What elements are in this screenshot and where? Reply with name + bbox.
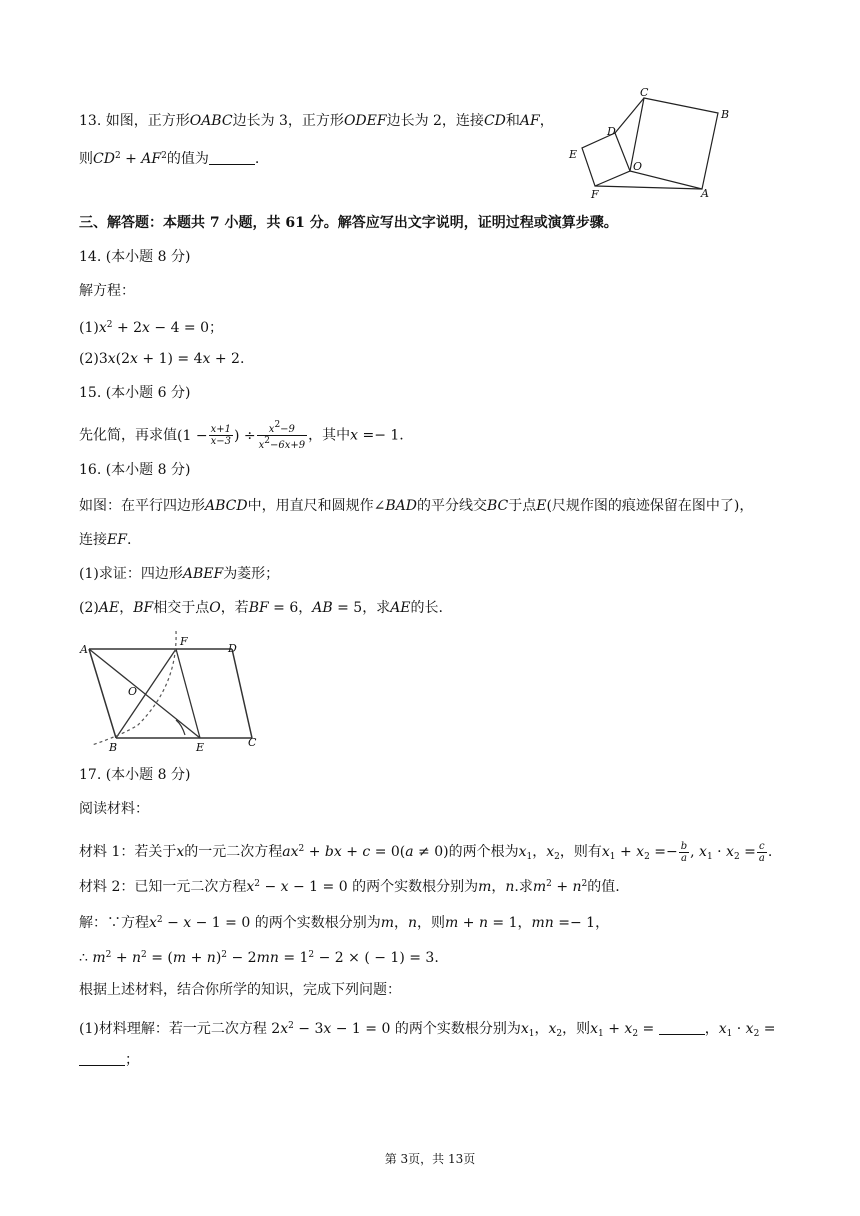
text: (尺规作图的痕迹保留在图中了)，: [546, 498, 754, 514]
q17-header: 17. (本小题 8 分): [79, 767, 191, 783]
math-odef: ODEF: [343, 113, 387, 129]
q17-instruction: 根据上述材料，结合你所学的知识，完成下列问题：: [79, 982, 401, 998]
q17-material2: [79, 874, 620, 897]
text: 的值.: [587, 879, 620, 895]
math-bf: BF: [133, 600, 154, 616]
text: (1): [79, 320, 99, 336]
math-roots: $x_1$，$x_2$: [520, 1021, 563, 1039]
label-c: C: [248, 736, 257, 749]
math-expr: x =− 1: [350, 427, 400, 444]
math-expr: 3x(2x + 1) = 4x + 2: [98, 351, 240, 367]
math-x: x: [176, 844, 185, 860]
text: 相交于点: [153, 600, 210, 616]
math-oabc: OABC: [189, 113, 233, 129]
text: (1)求证：四边形: [79, 566, 183, 582]
text: ，则: [417, 915, 446, 931]
page-footer: 第 3页，共 13页: [384, 1152, 476, 1166]
text: 边长为 3，正方形: [232, 113, 344, 129]
fraction: $\frac{b}{a}$: [680, 840, 688, 864]
label-f: F: [180, 635, 188, 648]
text: 的两个实数根分别为: [347, 879, 479, 895]
math-expr: $m^2 + n^2$: [532, 879, 588, 895]
label-a: A: [701, 187, 709, 200]
label-d: D: [228, 642, 237, 655]
q14-part1: [79, 315, 223, 338]
q15-header: 15. (本小题 6 分): [79, 385, 191, 401]
math-ef: EF: [107, 532, 127, 548]
text: ，: [394, 915, 408, 931]
q16-part2: [79, 598, 443, 618]
math-expr: $ax^2$ + bx + c = 0(a ≠ 0): [282, 844, 449, 860]
label-o: O: [128, 685, 138, 698]
text: .求: [514, 879, 533, 895]
text: 的两个实数根分别为: [250, 915, 381, 931]
math-expr: $x_1 \cdot x_2$ =: [718, 1021, 776, 1039]
q17-part1: [79, 1016, 776, 1044]
q16-line1: [79, 496, 753, 516]
text: 的一元二次方程: [184, 844, 283, 860]
q13-figure: [560, 85, 740, 205]
text: ，: [491, 879, 506, 895]
q14-intro: 解方程：: [79, 283, 135, 299]
text: ，: [539, 113, 554, 129]
math-abcd: ABCD: [205, 498, 248, 514]
math-expr: $CD^2 + AF^2$: [93, 151, 167, 167]
math-expr: $x_1 + x_2$ =: [590, 1021, 655, 1039]
math-ae: AE: [390, 600, 411, 616]
q17-part1-cont: [79, 1050, 139, 1070]
math-af: AF: [519, 113, 540, 129]
text: ，: [704, 1021, 719, 1037]
text: 的两个实数根分别为: [390, 1021, 521, 1037]
q16-figure: [72, 625, 272, 755]
math-expr: (1 − $\frac{x+1}{x-3}$ ) ÷ $\frac{x^2-9}{x^2-6x+9}$: [177, 420, 306, 451]
answer-blank: [79, 1053, 125, 1066]
text: ，: [595, 915, 610, 931]
text: 则: [79, 151, 93, 167]
q17-intro: 阅读材料：: [79, 801, 149, 817]
text: 的长.: [410, 600, 443, 616]
text: .: [254, 151, 260, 167]
text: 解：∵方程: [79, 915, 149, 931]
text: ，其中: [308, 427, 351, 444]
label-b: B: [109, 741, 118, 754]
math-ae: AE: [98, 600, 120, 616]
q17-solution2: [79, 945, 439, 968]
math-abef: ABEF: [182, 566, 224, 582]
math-expr: $x_1 + x_2$ =− $\frac{b}{a}$ , $x_1 \cdot x_2$ = $\frac{c}{a}$ .: [601, 840, 773, 864]
text: 连接: [79, 532, 107, 548]
answer-blank: [659, 1022, 705, 1035]
text: 材料 1：若关于: [79, 844, 177, 860]
text: 于点: [508, 498, 537, 514]
math-expr: $x^2 - x - 1 = 0$: [246, 879, 348, 895]
q16-line2: [79, 530, 131, 550]
text: ，则有: [559, 844, 602, 860]
math-expr: m + n = 1: [445, 915, 518, 931]
text: .: [126, 532, 132, 548]
q14-header: 14. (本小题 8 分): [79, 249, 191, 265]
math-n: n: [408, 915, 418, 931]
answer-blank: [209, 152, 255, 165]
math-bad: ∠BAD: [373, 498, 417, 514]
math-expr: $m^2 + n^2 = (m + n)^2 - 2mn = 1^2 - 2$ × ( − 1) = 3.: [92, 950, 439, 966]
text: 中，用直尺和圆规作: [247, 498, 374, 514]
fraction: $\frac{x+1}{x-3}$: [210, 424, 231, 447]
q15-body: [79, 420, 404, 451]
text: 的平分线交: [416, 498, 487, 514]
text: (2): [79, 351, 99, 367]
label-e: E: [569, 148, 578, 161]
math-m: m: [380, 915, 394, 931]
section-3-heading: 三、解答题：本题共 7 小题，共 61 分。解答应写出文字说明，证明过程或演算步骤。: [79, 215, 618, 231]
text: ，: [119, 600, 134, 616]
math-n: n: [505, 879, 515, 895]
text: ，求: [362, 600, 391, 616]
text: 的两个根为: [448, 844, 519, 860]
q13-line2: [79, 146, 259, 169]
math-expr: $x^2 + 2x - 4 = 0$: [98, 320, 210, 336]
text: (1)材料理解：若一元二次方程: [79, 1021, 272, 1037]
label-f: F: [591, 188, 599, 201]
label-b: B: [721, 108, 730, 121]
math-cd: CD: [483, 113, 506, 129]
text: 13. 如图，正方形: [79, 113, 190, 129]
math-expr: $x^2 - x - 1 = 0$: [149, 915, 251, 931]
math-expr: BF = 6: [248, 600, 299, 616]
text: 的值为: [166, 151, 209, 167]
math-expr: $2x^2 - 3x - 1 = 0$: [271, 1021, 391, 1037]
math-expr: AB = 5: [312, 600, 363, 616]
fraction: $\frac{x^2-9}{x^2-6x+9}$: [258, 420, 306, 451]
q13-line1: [79, 111, 554, 131]
math-m: m: [478, 879, 492, 895]
math-bc: BC: [486, 498, 509, 514]
text: (2): [79, 600, 99, 616]
text: ，: [298, 600, 313, 616]
q17-material1: [79, 836, 772, 870]
text: ，: [517, 915, 532, 931]
math-expr: mn =− 1: [531, 915, 596, 931]
label-a: A: [80, 643, 88, 656]
math-o: O: [209, 600, 221, 616]
math-roots: $x_1$，$x_2$: [518, 844, 560, 862]
q16-header: 16. (本小题 8 分): [79, 462, 191, 478]
text: ；: [209, 320, 224, 336]
q17-solution1: [79, 910, 609, 933]
math-e: E: [536, 498, 547, 514]
text: 边长为 2，连接: [386, 113, 484, 129]
text: .: [239, 351, 245, 367]
text: 先化简，再求值: [79, 427, 177, 444]
text: ∴: [79, 950, 93, 966]
text: 如图：在平行四边形: [79, 498, 205, 514]
text: 材料 2：已知一元二次方程: [79, 879, 247, 895]
label-c: C: [640, 86, 649, 99]
text: .: [399, 427, 404, 444]
text: ；: [125, 1052, 139, 1068]
q14-part2: [79, 349, 244, 369]
text: 为菱形；: [223, 566, 280, 582]
label-e: E: [196, 741, 205, 754]
text: ，则: [562, 1021, 591, 1037]
text: ，若: [220, 600, 249, 616]
label-d: D: [607, 125, 616, 138]
text: 和: [505, 113, 520, 129]
q16-part1: [79, 564, 279, 584]
label-o: O: [633, 160, 643, 173]
fraction: $\frac{c}{a}$: [758, 840, 765, 864]
